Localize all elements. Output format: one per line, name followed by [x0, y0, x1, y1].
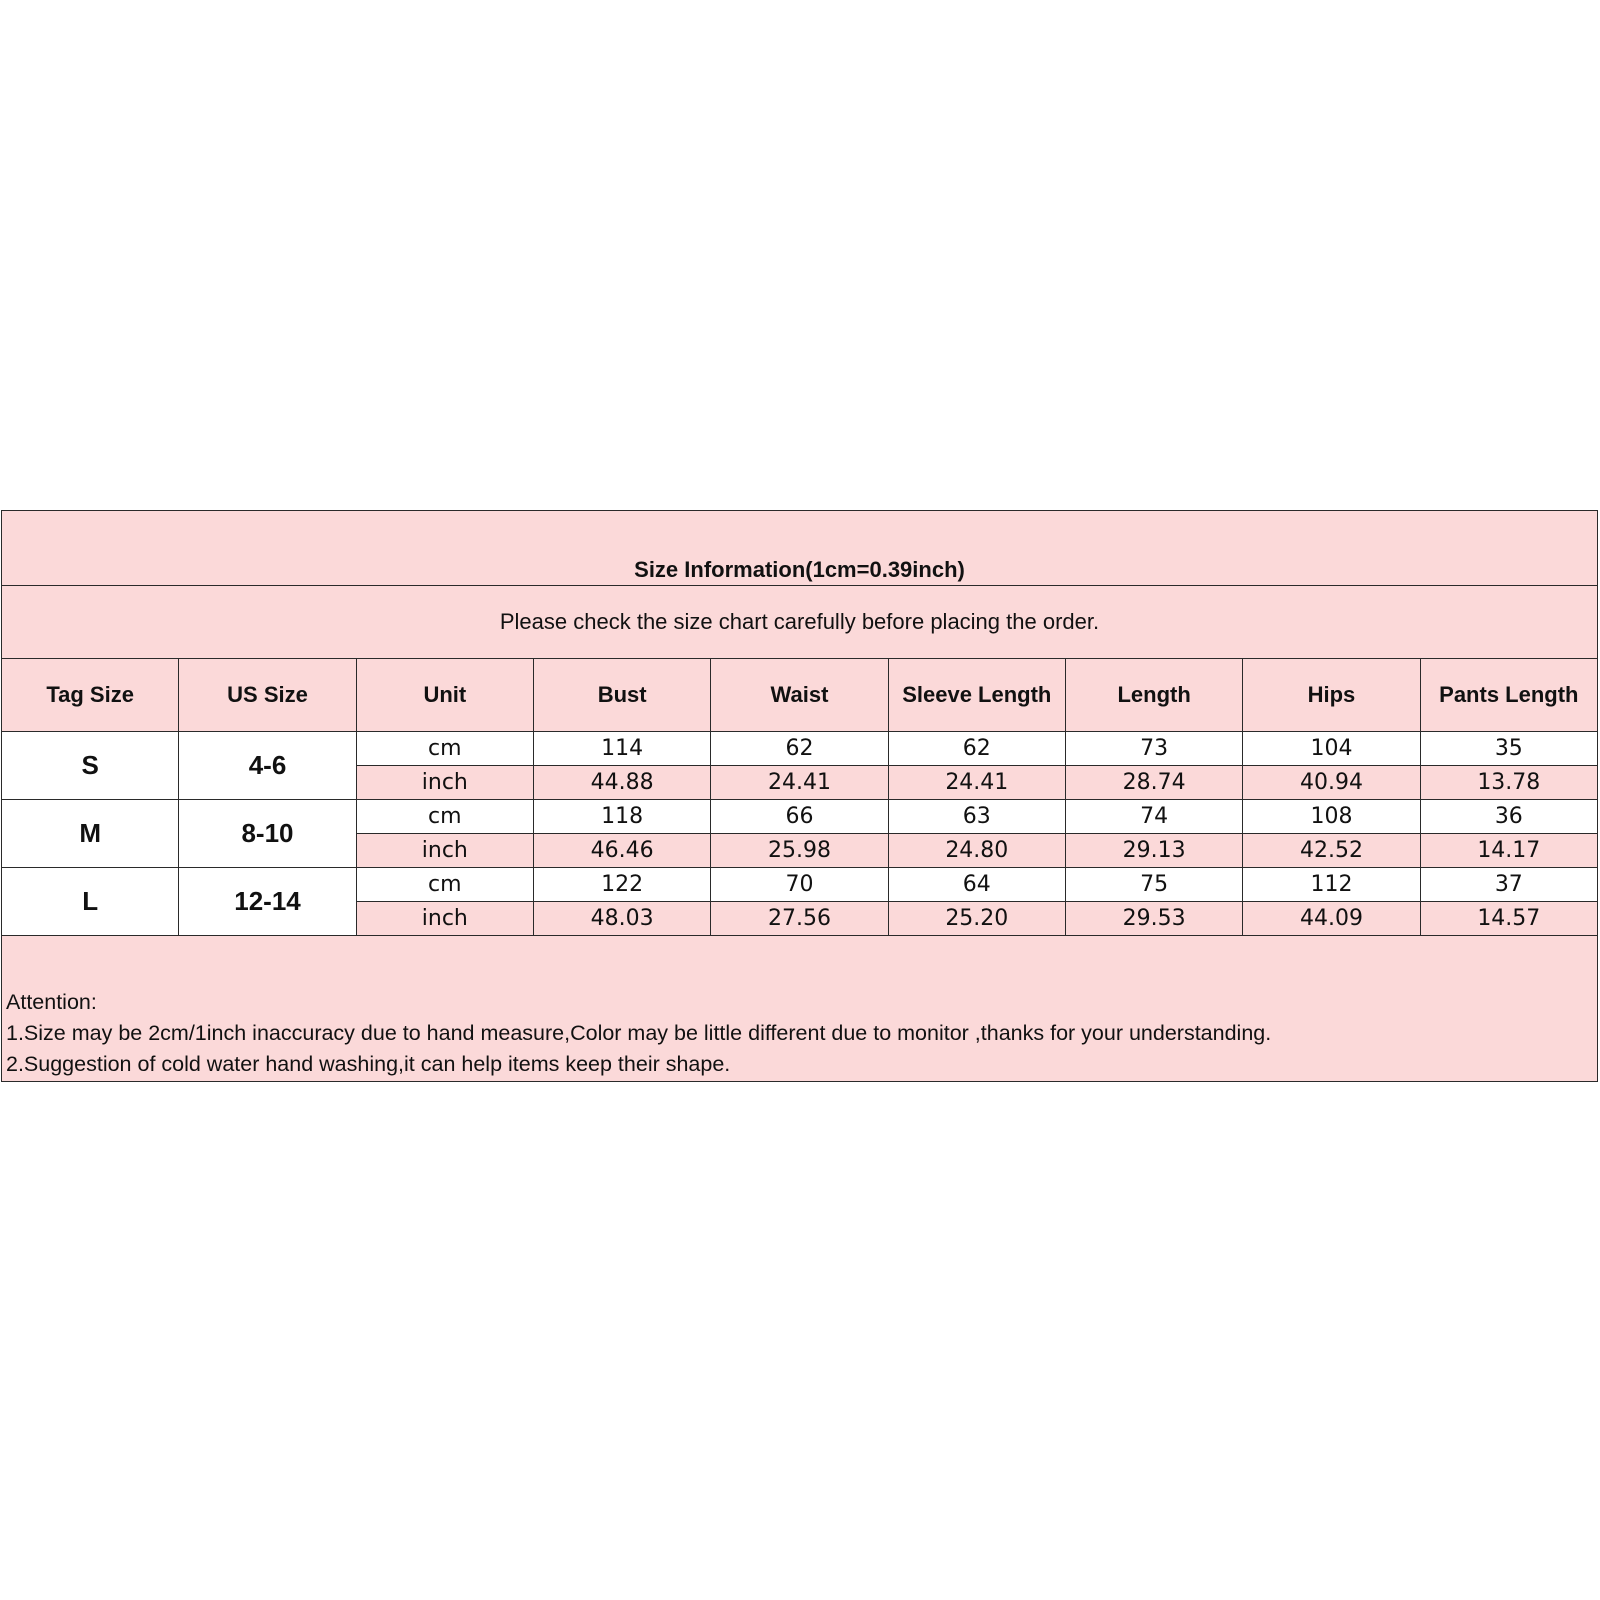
bust-inch-cell: 44.88 — [533, 766, 710, 800]
pants-cm-cell: 37 — [1420, 868, 1597, 902]
pants-inch-cell: 14.17 — [1420, 834, 1597, 868]
table-row — [2, 800, 1598, 834]
us-size-cell: 8-10 — [179, 800, 356, 868]
waist-cm-cell: 66 — [711, 800, 888, 834]
sleeve-cm-cell: 62 — [888, 732, 1065, 766]
length-inch-cell: 29.13 — [1065, 834, 1242, 868]
bust-cm-cell: 122 — [533, 868, 710, 902]
attention-note-1: 1.Size may be 2cm/1inch inaccuracy due to hand measure,Color may be little different due to monitor ,thanks for your understanding. — [6, 1021, 1272, 1045]
bust-inch-cell: 48.03 — [533, 902, 710, 936]
header-waist: Waist — [711, 659, 888, 732]
unit-cell: inch — [356, 766, 533, 800]
unit-cell: inch — [356, 834, 533, 868]
bust-cm-cell: 114 — [533, 732, 710, 766]
subtitle-row — [2, 586, 1598, 659]
length-cm-cell: 75 — [1065, 868, 1242, 902]
size-info-title: Size Information(1cm=0.39inch) — [2, 511, 1598, 586]
header-hips: Hips — [1243, 659, 1420, 732]
bust-inch-cell: 46.46 — [533, 834, 710, 868]
unit-cell: cm — [356, 732, 533, 766]
header-unit: Unit — [356, 659, 533, 732]
pants-inch-cell: 13.78 — [1420, 766, 1597, 800]
attention-notes — [2, 936, 1598, 1082]
sleeve-cm-cell: 64 — [888, 868, 1065, 902]
length-cm-cell: 74 — [1065, 800, 1242, 834]
sleeve-inch-cell: 25.20 — [888, 902, 1065, 936]
waist-inch-cell: 27.56 — [711, 902, 888, 936]
hips-inch-cell: 42.52 — [1243, 834, 1420, 868]
unit-cell: cm — [356, 800, 533, 834]
length-inch-cell: 29.53 — [1065, 902, 1242, 936]
us-size-cell: 4-6 — [179, 732, 356, 800]
title-row — [2, 511, 1598, 586]
table-row — [2, 868, 1598, 902]
length-inch-cell: 28.74 — [1065, 766, 1242, 800]
size-chart-notice: Please check the size chart carefully before placing the order. — [2, 586, 1598, 659]
unit-cell: inch — [356, 902, 533, 936]
waist-inch-cell: 25.98 — [711, 834, 888, 868]
table-row — [2, 732, 1598, 766]
header-length: Length — [1065, 659, 1242, 732]
header-bust: Bust — [533, 659, 710, 732]
tag-size-cell: L — [2, 868, 179, 936]
pants-inch-cell: 14.57 — [1420, 902, 1597, 936]
hips-cm-cell: 108 — [1243, 800, 1420, 834]
tag-size-cell: M — [2, 800, 179, 868]
sleeve-inch-cell: 24.80 — [888, 834, 1065, 868]
header-row — [2, 659, 1598, 732]
attention-note-2: 2.Suggestion of cold water hand washing,it can help items keep their shape. — [6, 1052, 731, 1076]
header-us-size: US Size — [179, 659, 356, 732]
size-chart-table — [1, 510, 1598, 1082]
sleeve-inch-cell: 24.41 — [888, 766, 1065, 800]
hips-inch-cell: 44.09 — [1243, 902, 1420, 936]
notes-row — [2, 936, 1598, 1082]
hips-inch-cell: 40.94 — [1243, 766, 1420, 800]
tag-size-cell: S — [2, 732, 179, 800]
pants-cm-cell: 35 — [1420, 732, 1597, 766]
unit-cell: cm — [356, 868, 533, 902]
waist-inch-cell: 24.41 — [711, 766, 888, 800]
header-pants-length: Pants Length — [1420, 659, 1597, 732]
bust-cm-cell: 118 — [533, 800, 710, 834]
waist-cm-cell: 70 — [711, 868, 888, 902]
pants-cm-cell: 36 — [1420, 800, 1597, 834]
hips-cm-cell: 104 — [1243, 732, 1420, 766]
header-tag-size: Tag Size — [2, 659, 179, 732]
header-sleeve-length: Sleeve Length — [888, 659, 1065, 732]
sleeve-cm-cell: 63 — [888, 800, 1065, 834]
hips-cm-cell: 112 — [1243, 868, 1420, 902]
length-cm-cell: 73 — [1065, 732, 1242, 766]
waist-cm-cell: 62 — [711, 732, 888, 766]
attention-heading: Attention: — [6, 990, 97, 1014]
us-size-cell: 12-14 — [179, 868, 356, 936]
